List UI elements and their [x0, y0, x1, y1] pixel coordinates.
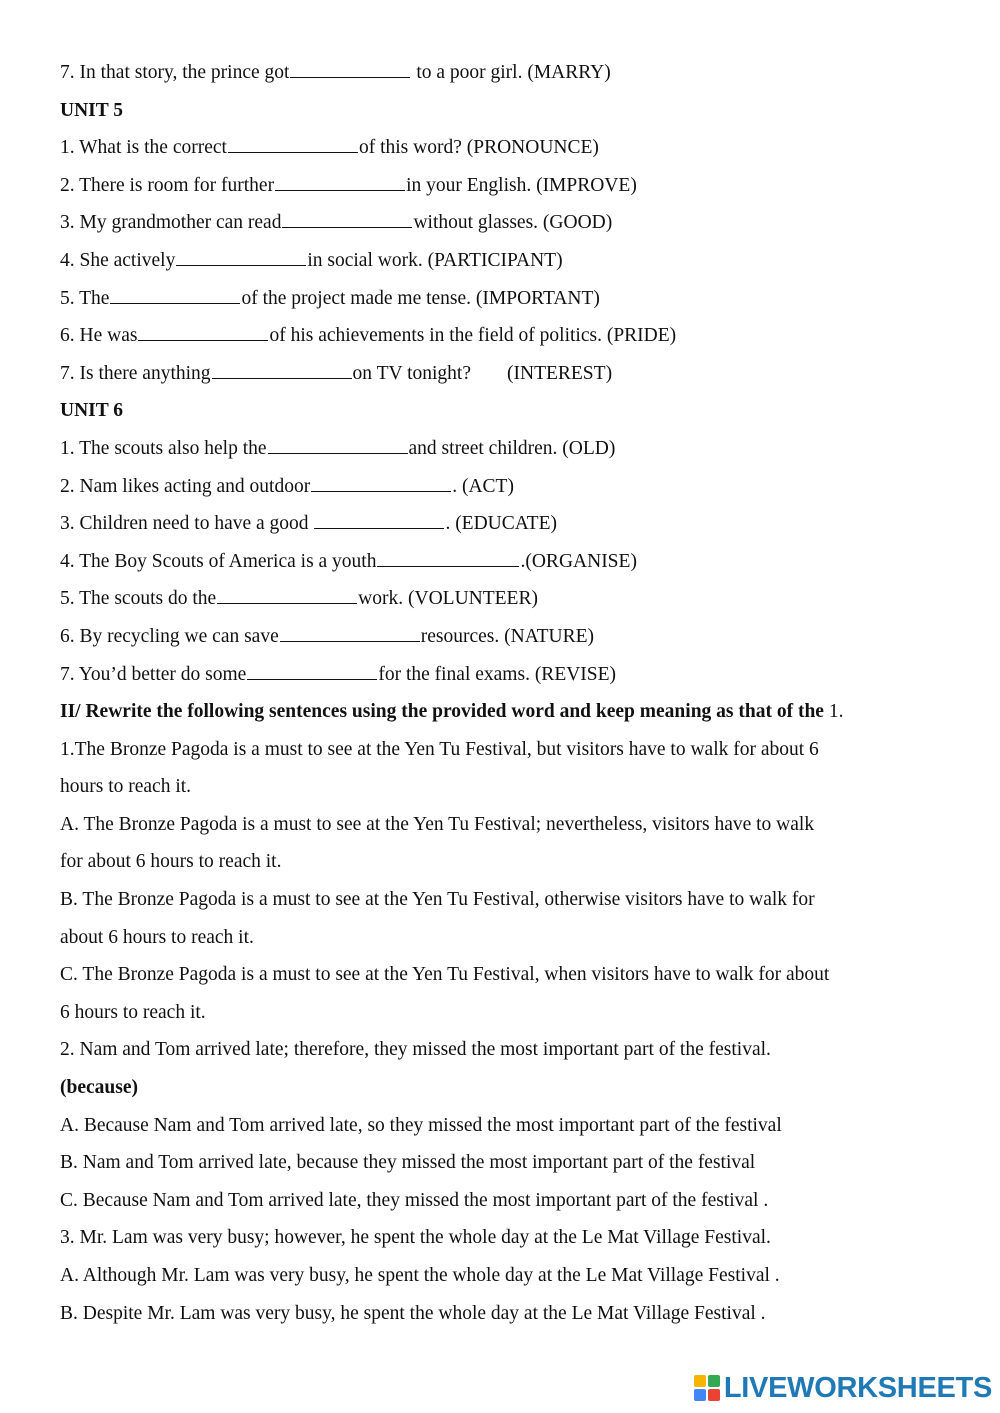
q2-option-c[interactable]: C. Because Nam and Tom arrived late, they missed the most important part of the festival . — [60, 1189, 769, 1211]
unit6-question-2: 2. Nam likes acting and outdoor . (ACT) — [60, 475, 514, 497]
unit5-question-6: 6. He was of his achievements in the field of politics. (PRIDE) — [60, 325, 677, 347]
answer-blank[interactable] — [282, 226, 412, 228]
q2-option-a[interactable]: A. Because Nam and Tom arrived late, so they missed the most important part of the festival — [60, 1114, 782, 1136]
answer-blank[interactable] — [176, 264, 306, 266]
q1-option-a-line1[interactable]: A. The Bronze Pagoda is a must to see at the Yen Tu Festival; nevertheless, visitors have to walk — [60, 813, 815, 835]
unit5-question-1: 1. What is the correct of this word? (PRONOUNCE) — [60, 137, 599, 159]
answer-blank[interactable] — [138, 339, 268, 341]
answer-blank[interactable] — [217, 602, 357, 604]
q1-option-c-line1[interactable]: C. The Bronze Pagoda is a must to see at the Yen Tu Festival, when visitors have to walk for about — [60, 964, 830, 986]
answer-blank[interactable] — [314, 527, 444, 529]
unit6-heading: UNIT 6 — [60, 400, 124, 422]
worksheet-page — [60, 54, 960, 1332]
liveworksheets-logo-icon — [693, 1374, 721, 1402]
q1-stem-line2: hours to reach it. — [60, 776, 192, 798]
unit6-question-6: 6. By recycling we can save resources. (NATURE) — [60, 625, 595, 647]
q1-stem-line1: 1.The Bronze Pagoda is a must to see at the Yen Tu Festival, but visitors have to walk for about 6 — [60, 738, 819, 760]
answer-blank[interactable] — [228, 151, 358, 153]
answer-blank[interactable] — [212, 377, 352, 379]
q3-option-a[interactable]: A. Although Mr. Lam was very busy, he spent the whole day at the Le Mat Village Festival . — [60, 1265, 780, 1286]
q2-stem: 2. Nam and Tom arrived late; therefore, they missed the most important part of the festival. — [60, 1039, 771, 1061]
answer-blank[interactable] — [280, 640, 420, 642]
q1-option-a-line2[interactable]: for about 6 hours to reach it. — [60, 851, 282, 873]
unit6-question-5: 5. The scouts do the work. (VOLUNTEER) — [60, 588, 538, 610]
answer-blank[interactable] — [290, 76, 410, 78]
q1-option-c-line2[interactable]: 6 hours to reach it. — [60, 1001, 206, 1023]
answer-blank[interactable] — [110, 302, 240, 304]
q3-stem: 3. Mr. Lam was very busy; however, he spent the whole day at the Le Mat Village Festival. — [60, 1227, 771, 1249]
unit6-question-3: 3. Children need to have a good . (EDUCATE) — [60, 513, 558, 535]
unit5-question-7: 7. Is there anything on TV tonight? (INTEREST) — [60, 362, 613, 384]
unit5-question-2: 2. There is room for further in your English. (IMPROVE) — [60, 174, 637, 196]
q1-option-b-line2[interactable]: about 6 hours to reach it. — [60, 926, 254, 948]
unit5-question-4: 4. She actively in social work. (PARTICIPANT) — [60, 249, 563, 271]
q2-option-b[interactable]: B. Nam and Tom arrived late, because they missed the most important part of the festival — [60, 1152, 756, 1174]
section2-heading: II/ Rewrite the following sentences using the provided word and keep meaning as that of the 1. — [60, 701, 844, 723]
answer-blank[interactable] — [247, 678, 377, 680]
unit6-question-7: 7. You’d better do some for the final exams. (REVISE) — [60, 663, 617, 685]
q1-option-b-line1[interactable]: B. The Bronze Pagoda is a must to see at the Yen Tu Festival, otherwise visitors have to walk for — [60, 889, 815, 911]
unit5-question-5: 5. The of the project made me tense. (IMPORTANT) — [60, 287, 600, 309]
q3-option-b[interactable]: B. Despite Mr. Lam was very busy, he spent the whole day at the Le Mat Village Festival . — [60, 1302, 766, 1324]
unit6-question-1: 1. The scouts also help the and street children. (OLD) — [60, 437, 616, 459]
unit6-question-4: 4. The Boy Scouts of America is a youth .(ORGANISE) — [60, 550, 637, 572]
answer-blank[interactable] — [275, 189, 405, 191]
unit5-heading: UNIT 5 — [60, 99, 124, 121]
unit4-question-7: 7. In that story, the prince got to a poor girl. (MARRY) — [60, 62, 611, 83]
q2-keyword: (because) — [60, 1077, 138, 1099]
answer-blank[interactable] — [268, 452, 408, 454]
liveworksheets-logo-text: LIVEWORKSHEETS — [723, 1371, 992, 1404]
answer-blank[interactable] — [311, 490, 451, 492]
liveworksheets-logo — [693, 1371, 992, 1405]
answer-blank[interactable] — [377, 565, 519, 567]
unit5-question-3: 3. My grandmother can read without glasses. (GOOD) — [60, 212, 613, 234]
